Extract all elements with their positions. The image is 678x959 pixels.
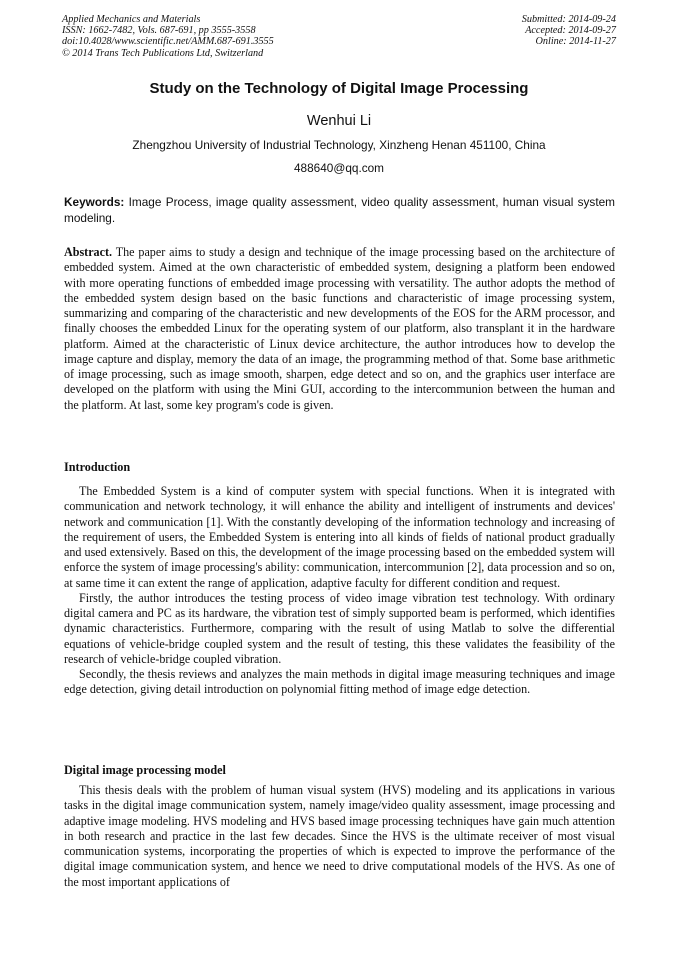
- abstract: [64, 245, 615, 413]
- abstract-text: The paper aims to study a design and technique of the image processing based on the architecture of embedded system. Aimed at the own characteristic of embedded system, designing a platform been endowed with more operating functions of embedded image processing with versatility. The author adopts the method of the embedded system design based on the basic functions and characteristic of image processing system, summarizing and comparing of the characteristic and new developments of the EOS for the ARM processor, and finally chooses the embedded Linux for the operating system of our platform, also transplant it in the hardware platform. Aimed at the characteristic of Linux device architecture, the author introduces how to develop the image capture and display, memory the data of an image, the programming method of that. Some base arithmetic of image processing, such as image smooth, sharpen, edge detect and so on, and the graphics user interface are developed on the platform with using the Mini GUI, according to the intercommunion between the human and the platform. At last, some key program's code is given.: [64, 245, 615, 412]
- author-name: Wenhui Li: [306, 113, 372, 129]
- submitted-date: Submitted: 2014-09-24: [521, 14, 616, 25]
- publication-dates: [376, 14, 616, 48]
- introduction-body: [64, 484, 615, 698]
- introduction-heading: Introduction: [64, 460, 131, 474]
- journal-copyright: © 2014 Trans Tech Publications Ltd, Switzerland: [62, 47, 264, 59]
- model-body: [64, 783, 615, 890]
- author-affiliation: Zhengzhou University of Industrial Technology, Xinzheng Henan 451100, China: [132, 138, 546, 152]
- paragraph: Firstly, the author introduces the testing process of video image vibration test technology. With ordinary digital camera and PC as its hardware, the vibration test of simply supported beam is performed, which identifies dynamic characteristics. Furthermore, comparing with the result of using Matlab to solve the differential equations of vehicle-bridge coupled system and the result of testing, this these validates the feasibility of the research of vehicle-bridge coupled vibration.: [64, 590, 615, 666]
- abstract-label: Abstract.: [64, 245, 113, 259]
- paragraph: This thesis deals with the problem of human visual system (HVS) modeling and its applications in various tasks in the digital image communication system, namely image/video quality assessment, image processing and adaptive image modeling. HVS modeling and HVS based image processing techniques have gain much attention in both research and practice in the last few decades. Since the HVS is the ultimate receiver of most visual communication systems, incorporating the properties of which is expected to improve the performance of the digital image communication system, and hence we need to drive computational models of the HVS. As one of the most important applications of: [64, 783, 615, 889]
- paragraph: Secondly, the thesis reviews and analyzes the main methods in digital image measuring techniques and image edge detection, giving detail introduction on polynomial fitting method of image edge detection.: [64, 667, 615, 697]
- model-heading: Digital image processing model: [64, 763, 226, 777]
- online-date: Online: 2014-11-27: [535, 36, 616, 48]
- journal-doi: doi:10.4028/www.scientific.net/AMM.687-691.3555: [62, 36, 274, 48]
- keywords: [64, 194, 615, 226]
- journal-issn: ISSN: 1662-7482, Vols. 687-691, pp 3555-3558: [62, 25, 256, 37]
- keywords-label: Keywords:: [64, 195, 125, 209]
- journal-info: [62, 14, 382, 59]
- author-email: 488640@qq.com: [293, 161, 385, 175]
- paper-title: Study on the Technology of Digital Image Processing: [149, 80, 529, 97]
- keywords-text: Image Process, image quality assessment, video quality assessment, human visual system modeling.: [64, 195, 615, 225]
- accepted-date: Accepted: 2014-09-27: [525, 25, 616, 37]
- journal-name: Applied Mechanics and Materials: [62, 14, 201, 25]
- paragraph: The Embedded System is a kind of computer system with special functions. When it is integrated with communication and network technology, it will enhance the ability and intelligent of instruments and devices' network and communication [1]. With the constantly developing of the information technology and increasing of the requirement of users, the Embedded System is entering into all kinds of fields of national product gradually and used extensively. Based on this, the development of the image processing based on the embedded system will enforce the system of image processing's ability: communication, intercommunion [2], data procession and so on, at same time it can extent the range of application, adaptive faculty for different condition and request.: [64, 484, 615, 590]
